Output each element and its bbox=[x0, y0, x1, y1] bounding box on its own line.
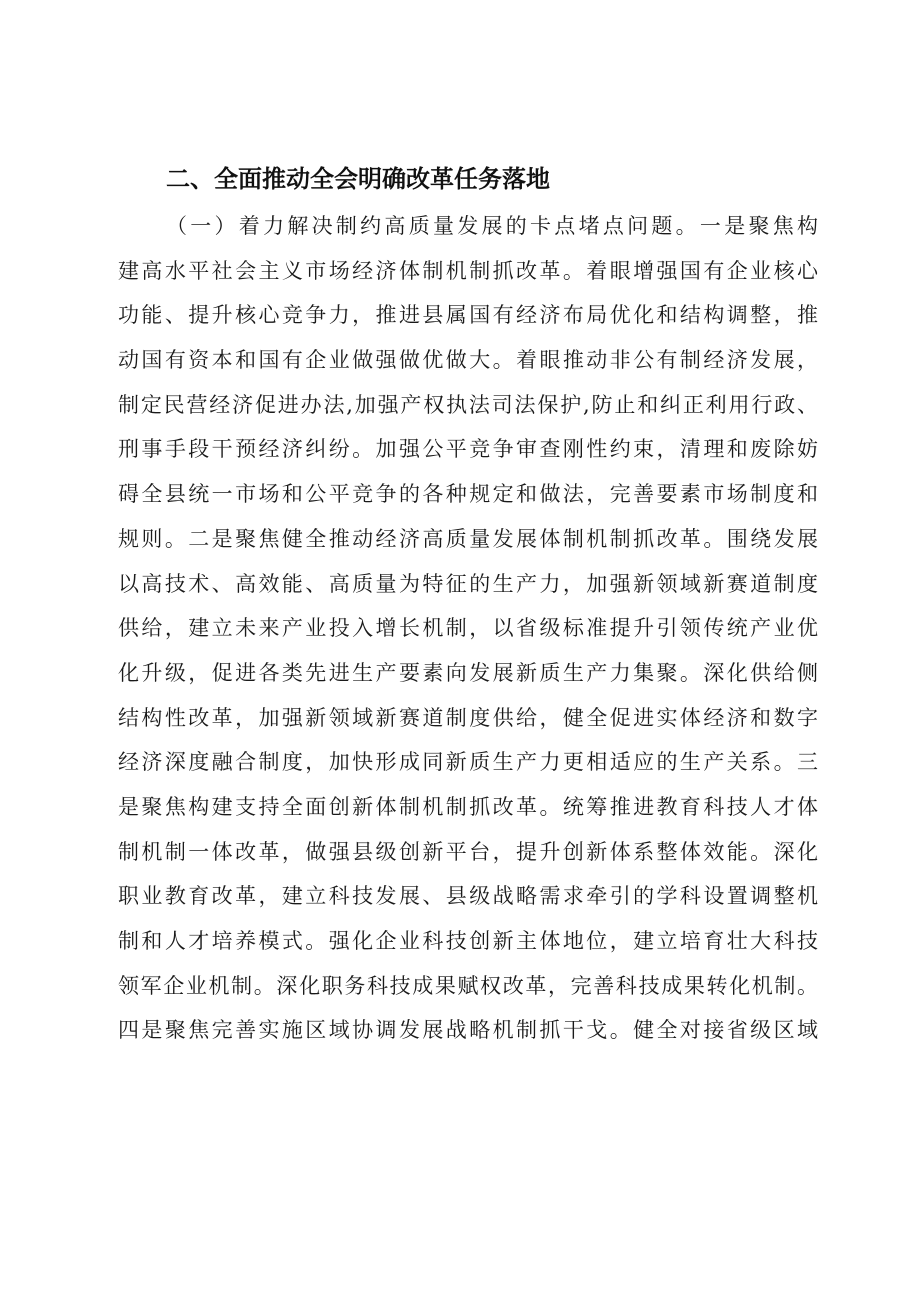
paragraph-line: 以高技术、高效能、高质量为特征的生产力，加强新领域新赛道制度 bbox=[118, 571, 818, 596]
paragraph-line: 刑事手段干预经济纠纷。加强公平竞争审查刚性约束，清理和废除妨 bbox=[118, 437, 818, 462]
paragraph-line: 制和人才培养模式。强化企业科技创新主体地位，建立培育壮大科技 bbox=[118, 929, 818, 953]
paragraph-line: 领军企业机制。深化职务科技成果赋权改革，完善科技成果转化机制。 bbox=[118, 973, 818, 998]
paragraph-line: 制机制一体改革，做强县级创新平台，提升创新体系整体效能。深化 bbox=[118, 839, 818, 864]
paragraph-line: 结构性改革，加强新领域新赛道制度供给，健全促进实体经济和数字 bbox=[118, 705, 818, 730]
paragraph-line: 碍全县统一市场和公平竞争的各种规定和做法，完善要素市场制度和 bbox=[118, 482, 818, 507]
section-heading: 二、全面推动全会明确改革任务落地 bbox=[166, 165, 550, 193]
paragraph-line: 制定民营经济促进办法,加强产权执法司法保护,防止和纠正利用行政、 bbox=[118, 392, 818, 417]
paragraph-line: 是聚焦构建支持全面创新体制机制抓改革。统筹推进教育科技人才体 bbox=[118, 794, 818, 819]
paragraph-line: 职业教育改革，建立科技发展、县级战略需求牵引的学科设置调整机 bbox=[118, 884, 818, 909]
paragraph-line: 功能、提升核心竞争力，推进县属国有经济布局优化和结构调整，推 bbox=[118, 303, 818, 328]
paragraph-line: 建高水平社会主义市场经济体制机制抓改革。着眼增强国有企业核心 bbox=[118, 258, 818, 283]
paragraph-line: （一）着力解决制约高质量发展的卡点堵点问题。一是聚焦构 bbox=[166, 214, 818, 238]
paragraph-line: 动国有资本和国有企业做强做优做大。着眼推动非公有制经济发展， bbox=[118, 348, 818, 373]
paragraph-line: 规则。二是聚焦健全推动经济高质量发展体制机制抓改革。围绕发展 bbox=[118, 526, 818, 551]
paragraph-line: 经济深度融合制度，加快形成同新质生产力更相适应的生产关系。三 bbox=[118, 750, 818, 775]
body-paragraph bbox=[118, 204, 818, 1053]
paragraph-line: 供给，建立未来产业投入增长机制，以省级标准提升引领传统产业优 bbox=[118, 616, 818, 641]
paragraph-line: 化升级，促进各类先进生产要素向发展新质生产力集聚。深化供给侧 bbox=[118, 660, 818, 685]
paragraph-line: 四是聚焦完善实施区域协调发展战略机制抓干戈。健全对接省级区域 bbox=[118, 1018, 818, 1043]
